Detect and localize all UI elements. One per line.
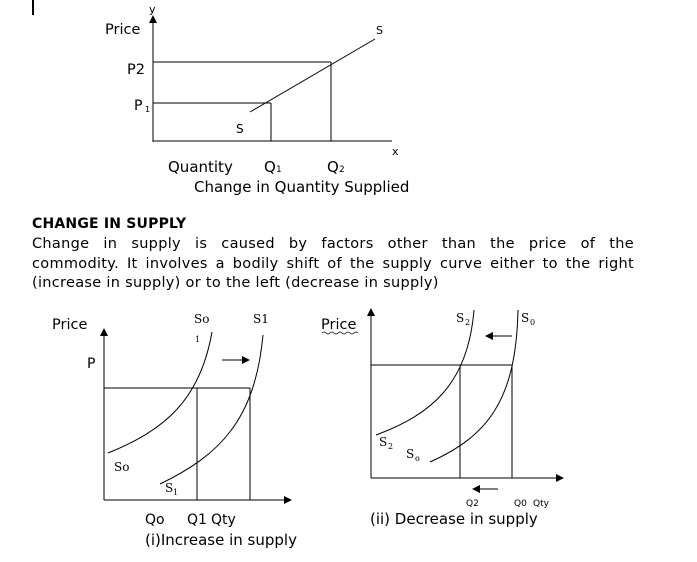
fig1-price-label: Price: [105, 22, 141, 38]
paragraph-line-2: commodity. It involves a bodily shift of the supply curve either to the right: [32, 255, 634, 272]
fig3-s2-curve: [376, 310, 474, 435]
fig3-s2-top-sub: 2: [465, 318, 471, 327]
fig2-caption: (i)Increase in supply: [145, 531, 297, 549]
fig1-curve-label-bottom: S: [236, 122, 244, 136]
fig3-qty-label: Qty: [533, 499, 549, 509]
fig3-s2-bottom-label: S: [379, 435, 388, 449]
paragraph-line-3: (increase in supply) or to the left (decrease in supply): [32, 275, 439, 291]
fig1-q1-sub: 1: [276, 165, 282, 175]
fig3-s0-top-sub: 0: [530, 318, 536, 327]
fig3-q0-label: Q0: [514, 499, 527, 509]
fig3-s0-curve: [430, 310, 518, 462]
fig1-p1-sub: 1: [145, 105, 151, 114]
fig1-quantity-label: Quantity: [168, 158, 233, 176]
fig2-s1-top-label: S1: [253, 312, 269, 326]
fig3-q2-label: Q2: [466, 499, 479, 509]
section-heading: CHANGE IN SUPPLY: [32, 216, 187, 232]
fig1-curve-label-top: S: [376, 24, 383, 37]
fig1-x-letter: x: [392, 145, 399, 158]
fig2-q1-label: Q1: [187, 512, 207, 528]
fig3-price-label: Price: [321, 317, 357, 333]
fig2-s1-bottom-sub: 1: [173, 488, 179, 497]
fig1-q2-sub: 2: [339, 165, 345, 175]
fig1-supply-curve: [250, 39, 375, 112]
fig1-q1-label: Q: [264, 158, 276, 176]
fig2-qty-label: Qty: [211, 512, 236, 528]
fig1-p1-label: P: [134, 98, 143, 114]
fig2-s1-curve: [160, 335, 263, 484]
fig1-q2-label: Q: [327, 158, 339, 176]
section-paragraph: [32, 235, 634, 294]
fig3-s2-top-label: S: [456, 311, 465, 325]
fig3-caption: (ii) Decrease in supply: [370, 510, 538, 528]
fig2-so-top-label: So: [194, 312, 210, 326]
paragraph-line-1: Change in supply is caused by factors other than the price of the: [32, 236, 634, 252]
figure-quantity-supplied: [105, 3, 409, 196]
fig2-so-bottom-label: So: [114, 460, 130, 474]
fig2-so-top-sub: 1: [195, 335, 201, 344]
fig3-s0-top-label: S: [521, 311, 530, 325]
fig3-s2-bottom-sub: 2: [388, 442, 394, 451]
fig2-s1-bottom-label: S: [165, 481, 174, 495]
fig2-qo-label: Qo: [145, 512, 165, 528]
figure-decrease-in-supply: [321, 310, 562, 528]
fig2-so-curve: [108, 332, 212, 453]
fig1-p2-label: P2: [127, 62, 145, 78]
fig3-so-bottom-label: S: [406, 447, 415, 461]
figure-increase-in-supply: [52, 312, 297, 549]
fig2-p-label: P: [87, 356, 96, 372]
fig1-y-letter: y: [149, 3, 156, 16]
fig3-so-bottom-sub: o: [415, 454, 420, 463]
fig2-price-label: Price: [52, 317, 88, 333]
fig1-caption: Change in Quantity Supplied: [194, 178, 410, 196]
